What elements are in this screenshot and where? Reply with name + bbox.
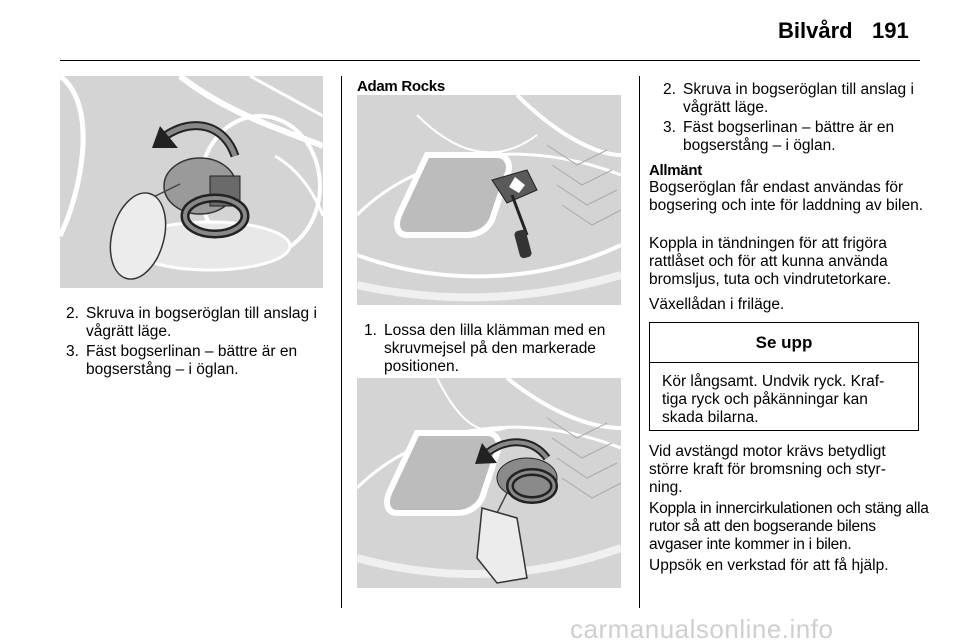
caution-box	[649, 322, 919, 431]
step-3-right	[655, 119, 930, 155]
header-rule	[60, 60, 920, 61]
paragraph-recirculation: Koppla in innercirkulationen och stäng alla rutor så att den bogserande bilens avgaser inte kommer in i bilen.	[649, 500, 929, 553]
step-text: Skruva in bogseröglan till anslag i vågrätt läge.	[683, 81, 914, 116]
section-heading-general: Allmänt	[649, 162, 702, 179]
page-number: 191	[872, 18, 909, 43]
step-text: Fäst bogserlinan – bättre är en bogserstång – i öglan.	[683, 119, 895, 154]
figure-clip-release	[357, 95, 621, 305]
step-text: Lossa den lilla klämman med en skruvmejsel på den markerade positionen.	[384, 322, 606, 375]
step-1	[356, 322, 626, 376]
column-divider-left	[341, 76, 342, 608]
paragraph-towing-eye-usage: Bogseröglan får endast användas för bogsering och inte för laddning av bilen.	[649, 179, 924, 214]
paragraph-workshop: Uppsök en verkstad för att få hjälp.	[649, 557, 889, 574]
paragraph-engine-off: Vid avstängd motor krävs betydligt större kraft för bromsning och styr-ning.	[649, 443, 886, 496]
caution-title: Se upp	[650, 323, 918, 363]
section-heading-adam-rocks: Adam Rocks	[357, 78, 445, 95]
step-number: 1.	[364, 322, 377, 339]
step-text: Skruva in bogseröglan till anslag i vågrätt läge.	[86, 305, 317, 340]
step-2-right	[655, 81, 930, 117]
towing-eye-illustration	[60, 76, 323, 288]
caution-text: Kör långsamt. Undvik ryck. Kraf-tiga ryck och påkänningar kan skada bilarna.	[662, 373, 885, 426]
paragraph-ignition: Koppla in tändningen för att frigöra rattlåset och för att kunna använda bromsljus, tuta och vindrutetorkare.	[649, 235, 892, 288]
step-3	[58, 343, 333, 379]
step-2	[58, 305, 333, 341]
step-number: 2.	[66, 305, 79, 322]
step-number: 3.	[66, 343, 79, 360]
chapter-title: Bilvård	[778, 18, 853, 43]
step-text: Fäst bogserlinan – bättre är en bogserstång – i öglan.	[86, 343, 298, 378]
step-number: 2.	[663, 81, 676, 98]
figure-towing-eye-rocks	[357, 378, 621, 588]
screwdriver-clip-illustration	[357, 95, 621, 305]
step-number: 3.	[663, 119, 676, 136]
paragraph-gearbox-neutral: Växellådan i friläge.	[649, 296, 785, 313]
figure-towing-eye-installed	[60, 76, 323, 288]
column-divider-right	[639, 76, 640, 608]
towing-eye-rocks-illustration	[357, 378, 621, 588]
watermark: carmanualsonline.info	[570, 614, 834, 642]
